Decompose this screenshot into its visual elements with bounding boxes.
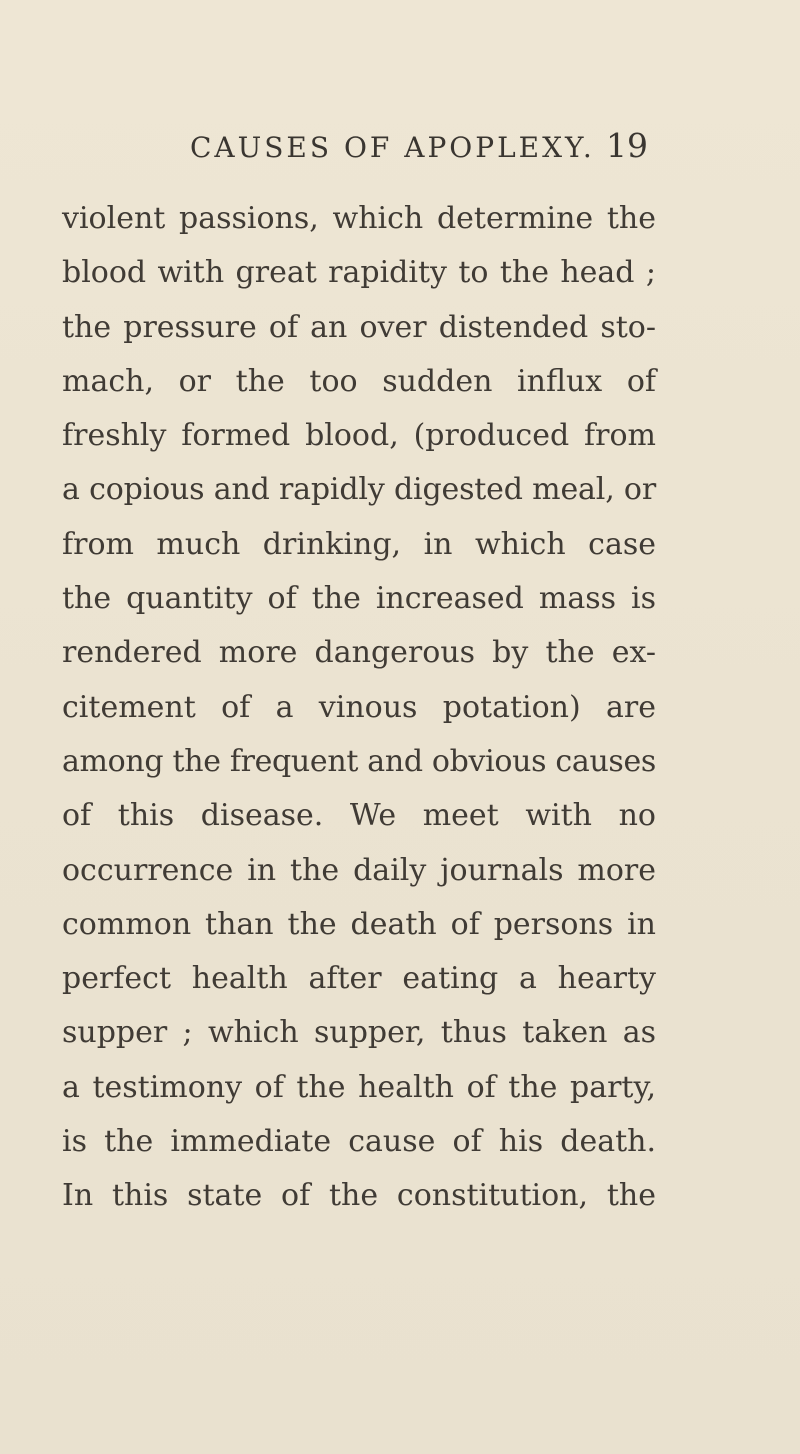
text-line: the quantity of the increased mass is [62, 581, 656, 617]
text-line: violent passions, which determine the [62, 201, 656, 236]
body-text [62, 192, 656, 1224]
text-line: citement of a vinous potation) are [62, 689, 656, 725]
text-line: among the frequent and obvious causes [62, 743, 656, 779]
page-number: 19 [606, 126, 648, 165]
text-line: a testimony of the health of the party, [62, 1069, 656, 1105]
text-line: rendered more dangerous by the ex- [62, 635, 656, 671]
text-line: from much drinking, in which case [62, 526, 656, 562]
text-line: of this disease. We meet with no [62, 798, 656, 834]
text-line: In this state of the constitution, the [62, 1178, 656, 1214]
text-line: occurrence in the daily journals more [62, 852, 656, 888]
text-line: supper ; which supper, thus taken as [62, 1015, 656, 1051]
text-line: a copious and rapidly digested meal, or [62, 472, 656, 508]
running-title: CAUSES OF APOPLEXY. [190, 131, 595, 164]
text-line: perfect health after eating a hearty [62, 961, 656, 997]
text-line: mach, or the too sudden influx of [62, 363, 656, 399]
text-line: is the immediate cause of his death. [62, 1124, 656, 1160]
text-line: the pressure of an over distended sto- [62, 309, 656, 345]
text-line: blood with great rapidity to the head ; [62, 255, 656, 291]
text-line: freshly formed blood, (produced from [62, 418, 656, 454]
text-line: common than the death of persons in [62, 906, 656, 942]
running-head [0, 128, 800, 168]
